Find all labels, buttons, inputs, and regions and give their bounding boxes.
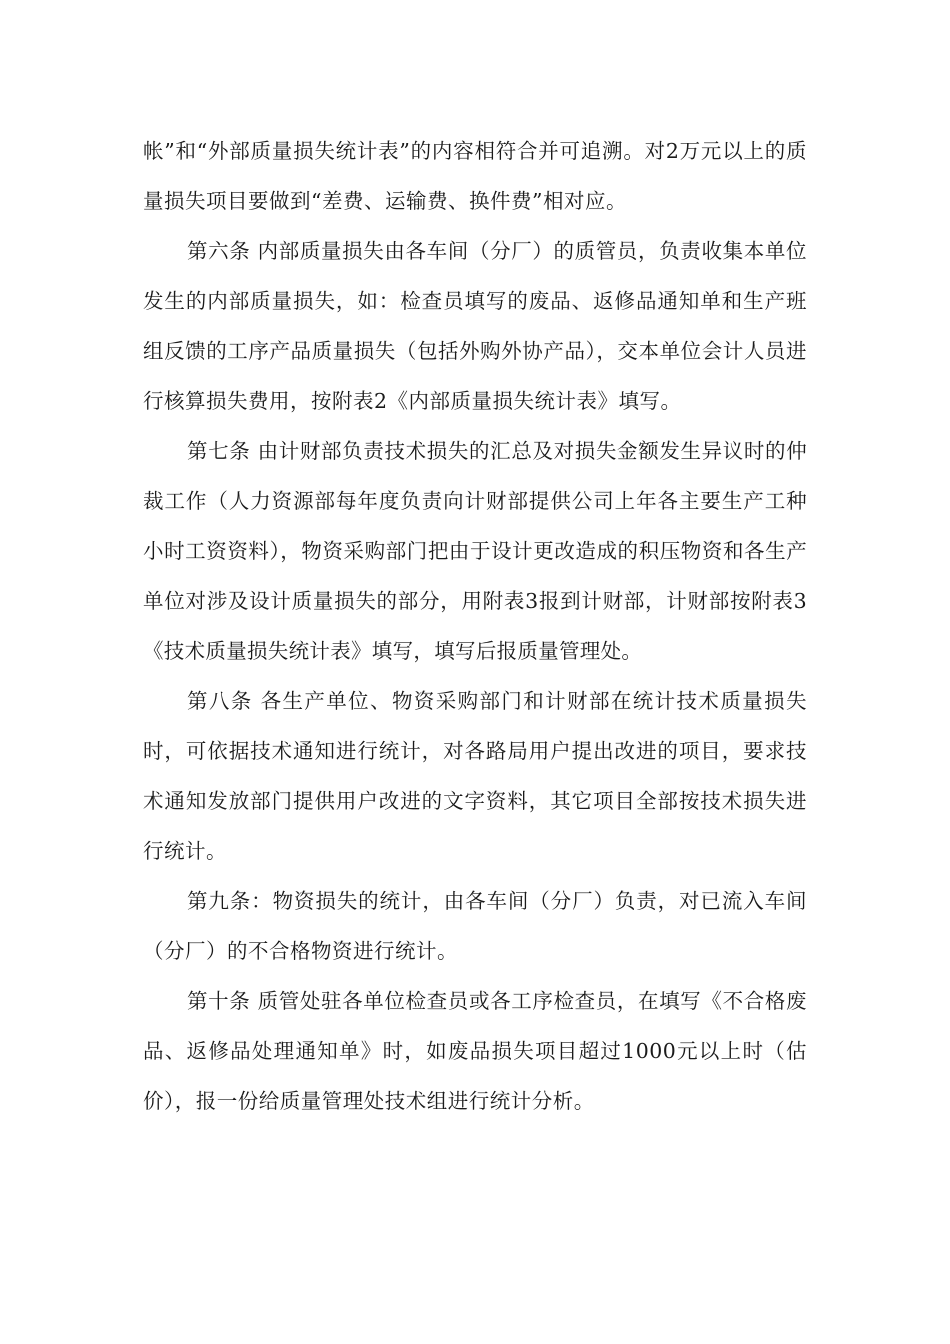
paragraph-article-9: 第九条：物资损失的统计，由各车间（分厂）负责，对已流入车间（分厂）的不合格物资进行统计。 [143,889,807,963]
paragraph-article-8: 第八条 各生产单位、物资采购部门和计财部在统计技术质量损失时，可依据技术通知进行统计，对各路局用户提出改进的项目，要求技术通知发放部门提供用户改进的文字资料，其它项目全部按技术损失进行统计。 [143,689,807,863]
paragraph-continuation: 帐”和“外部质量损失统计表”的内容相符合并可追溯。对2万元以上的质量损失项目要做到“差费、运输费、换件费”相对应。 [143,139,807,213]
paragraph-article-10: 第十条 质管处驻各单位检查员或各工序检查员，在填写《不合格废品、返修品处理通知单》时，如废品损失项目超过1000元以上时（估价），报一份给质量管理处技术组进行统计分析。 [143,989,807,1113]
paragraph-article-6: 第六条 内部质量损失由各车间（分厂）的质管员，负责收集本单位发生的内部质量损失，如：检查员填写的废品、返修品通知单和生产班组反馈的工序产品质量损失（包括外购外协产品），交本单位会计人员进行核算损失费用，按附表2《内部质量损失统计表》填写。 [143,239,807,413]
paragraph-article-7: 第七条 由计财部负责技术损失的汇总及对损失金额发生异议时的仲裁工作（人力资源部每年度负责向计财部提供公司上年各主要生产工种小时工资资料），物资采购部门把由于设计更改造成的积压物资和各生产单位对涉及设计质量损失的部分，用附表3报到计财部，计财部按附表3《技术质量损失统计表》填写，填写后报质量管理处。 [143,439,807,663]
document-body [143,126,807,1126]
